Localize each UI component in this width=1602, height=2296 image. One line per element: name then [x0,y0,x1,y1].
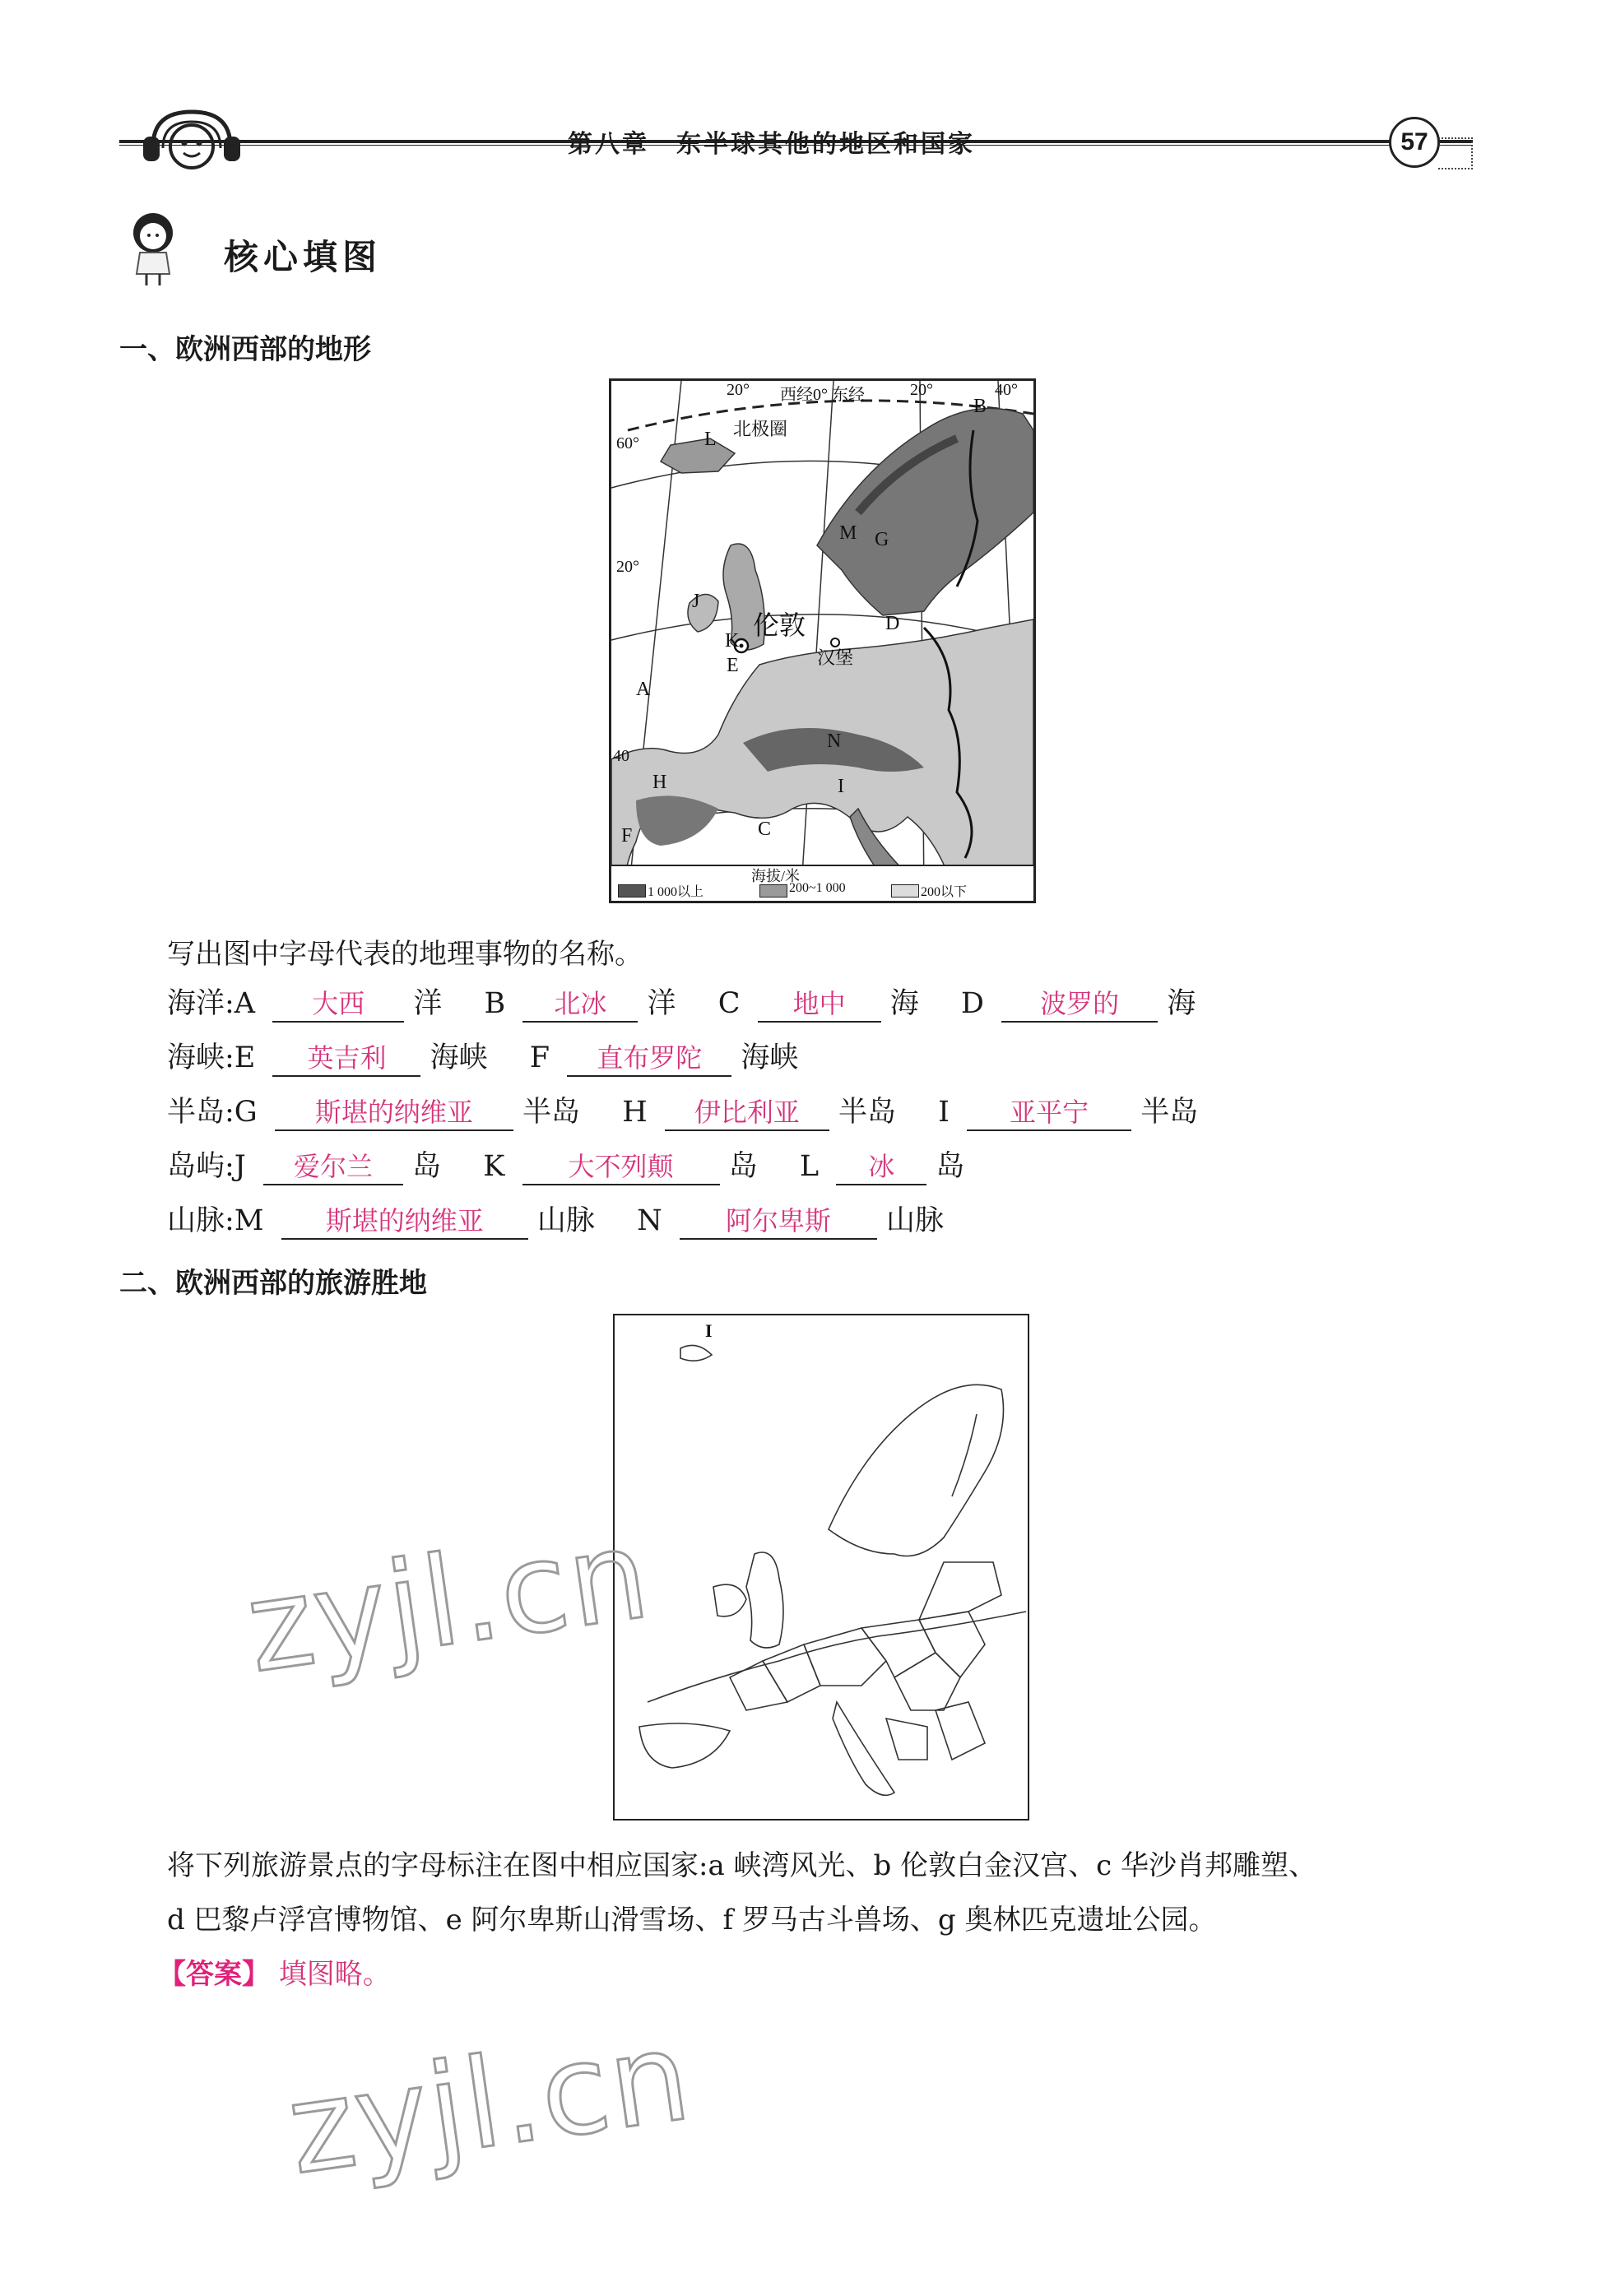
suffix-M: 山脉 [536,1204,595,1237]
suffix-D: 海 [1167,987,1196,1020]
answer-text: 填图略。 [278,1958,391,1991]
map-label-J: J [692,591,700,612]
map-label-lat60: 60° [616,434,639,452]
answer-row-mountains [167,1198,944,1240]
answer-J: 爱尔兰 [263,1146,403,1185]
letter-N: N [637,1204,662,1237]
answer-C: 地中 [758,983,881,1023]
watermark: zyjl.cn [280,2004,699,2203]
letter-C: C [717,987,741,1020]
suffix-J: 岛 [412,1150,442,1183]
map-label-E: E [727,655,739,676]
suffix-F: 海峡 [741,1041,799,1074]
answer-tag: 【答案】 [158,1958,270,1991]
answer-row-straits [167,1035,798,1077]
map-label-arctic-circle: 北极圈 [733,419,788,439]
legend-swatch-mid [759,884,787,898]
letter-I: I [938,1096,950,1129]
answer-F: 直布罗陀 [567,1037,731,1077]
map-label-20w: 20° [727,381,750,399]
map-legend [611,865,1033,902]
header-dotted-decoration [1438,137,1473,169]
map-label-hamburg: 汉堡 [817,647,854,668]
map-label-M: M [839,522,857,544]
answer-M: 斯堪的纳维亚 [281,1200,528,1240]
answer-D: 波罗的 [1001,983,1158,1023]
legend-swatch-low [891,884,919,898]
suffix-K: 岛 [728,1150,758,1183]
answer-I: 亚平宁 [967,1092,1131,1131]
legend-swatch-high [618,884,646,898]
part2-heading: 二、欧洲西部的旅游胜地 [119,1267,427,1300]
map-label-40e: 40° [995,381,1018,399]
legend-label-mid: 200~1 000 [789,881,846,895]
girl-mascot-icon [123,210,181,288]
map-label-lon-top: 西经0° 东经 [780,386,865,404]
row-prefix: 半岛:G [167,1096,258,1129]
letter-H: H [622,1096,648,1129]
watermark: zyjl.cn [239,1502,658,1701]
map-label-I: I [838,776,844,797]
part2-instruction-line2: d 巴黎卢浮宫博物馆、e 阿尔卑斯山滑雪场、f 罗马古斗兽场、g 奥林匹克遗址公园。 [167,1904,1217,1937]
part2-instruction-line1: 将下列旅游景点的字母标注在图中相应国家:a 峡湾风光、b 伦敦白金汉宫、c 华沙肖邦雕塑、 [167,1849,1316,1882]
section-title: 核心填图 [224,237,383,277]
suffix-H: 半岛 [838,1096,897,1129]
answer-K: 大不列颠 [522,1146,720,1185]
outline-map-label-I: I [705,1320,713,1341]
answer-N: 阿尔卑斯 [680,1200,877,1240]
row-prefix: 海峡:E [167,1041,256,1074]
map-label-D: D [885,613,900,634]
legend-label-low: 200以下 [921,885,968,899]
answer-L: 冰 [836,1146,926,1185]
answer-B: 北冰 [522,983,638,1023]
row-prefix: 山脉:M [167,1204,264,1237]
answer-row-peninsulas [167,1089,1198,1131]
letter-K: K [483,1150,505,1183]
answer-row-islands [167,1143,964,1185]
page-number: 57 [1389,117,1440,168]
suffix-I: 半岛 [1140,1096,1199,1129]
answer-row-oceans [167,981,1196,1023]
map-label-K: K [725,630,740,652]
letter-B: B [484,987,506,1020]
suffix-L: 岛 [936,1150,965,1183]
part1-heading: 一、欧洲西部的地形 [119,333,371,366]
suffix-N: 山脉 [885,1204,944,1237]
suffix-E: 海峡 [430,1041,488,1074]
map-label-N: N [827,731,842,752]
map-label-london: 伦敦 [753,610,806,641]
row-prefix: 海洋:A [167,987,256,1020]
header-logo [138,105,245,169]
map-label-20e: 20° [910,381,933,399]
outline-map [613,1314,1029,1821]
answer-A: 大西 [272,983,404,1023]
terrain-map [609,378,1036,903]
answer-line [158,1951,391,1992]
suffix-G: 半岛 [522,1096,581,1129]
chapter-title: 第八章 东半球其他的地区和国家 [568,130,975,159]
answer-H: 伊比利亚 [665,1092,829,1131]
map-label-lat20: 20° [616,558,639,576]
map-label-C: C [758,819,772,840]
legend-label-high: 1 000以上 [648,885,704,899]
suffix-B: 洋 [647,987,676,1020]
map-label-A: A [636,679,651,700]
row-prefix: 岛屿:J [167,1150,246,1183]
map-label-G: G [875,529,889,550]
map-label-lat40: 40 [613,747,629,765]
map-label-L: L [704,429,717,450]
map-label-H: H [652,772,667,793]
letter-D: D [960,987,984,1020]
answer-E: 英吉利 [272,1037,420,1077]
map-label-B: B [973,396,987,417]
letter-L: L [799,1150,820,1183]
answer-G: 斯堪的纳维亚 [275,1092,513,1131]
suffix-C: 海 [889,987,919,1020]
map-label-F: F [621,825,633,847]
part1-instruction: 写出图中字母代表的地理事物的名称。 [167,938,643,971]
letter-F: F [529,1041,550,1074]
legend-title: 海拔/米 [751,868,801,884]
suffix-A: 洋 [413,987,443,1020]
